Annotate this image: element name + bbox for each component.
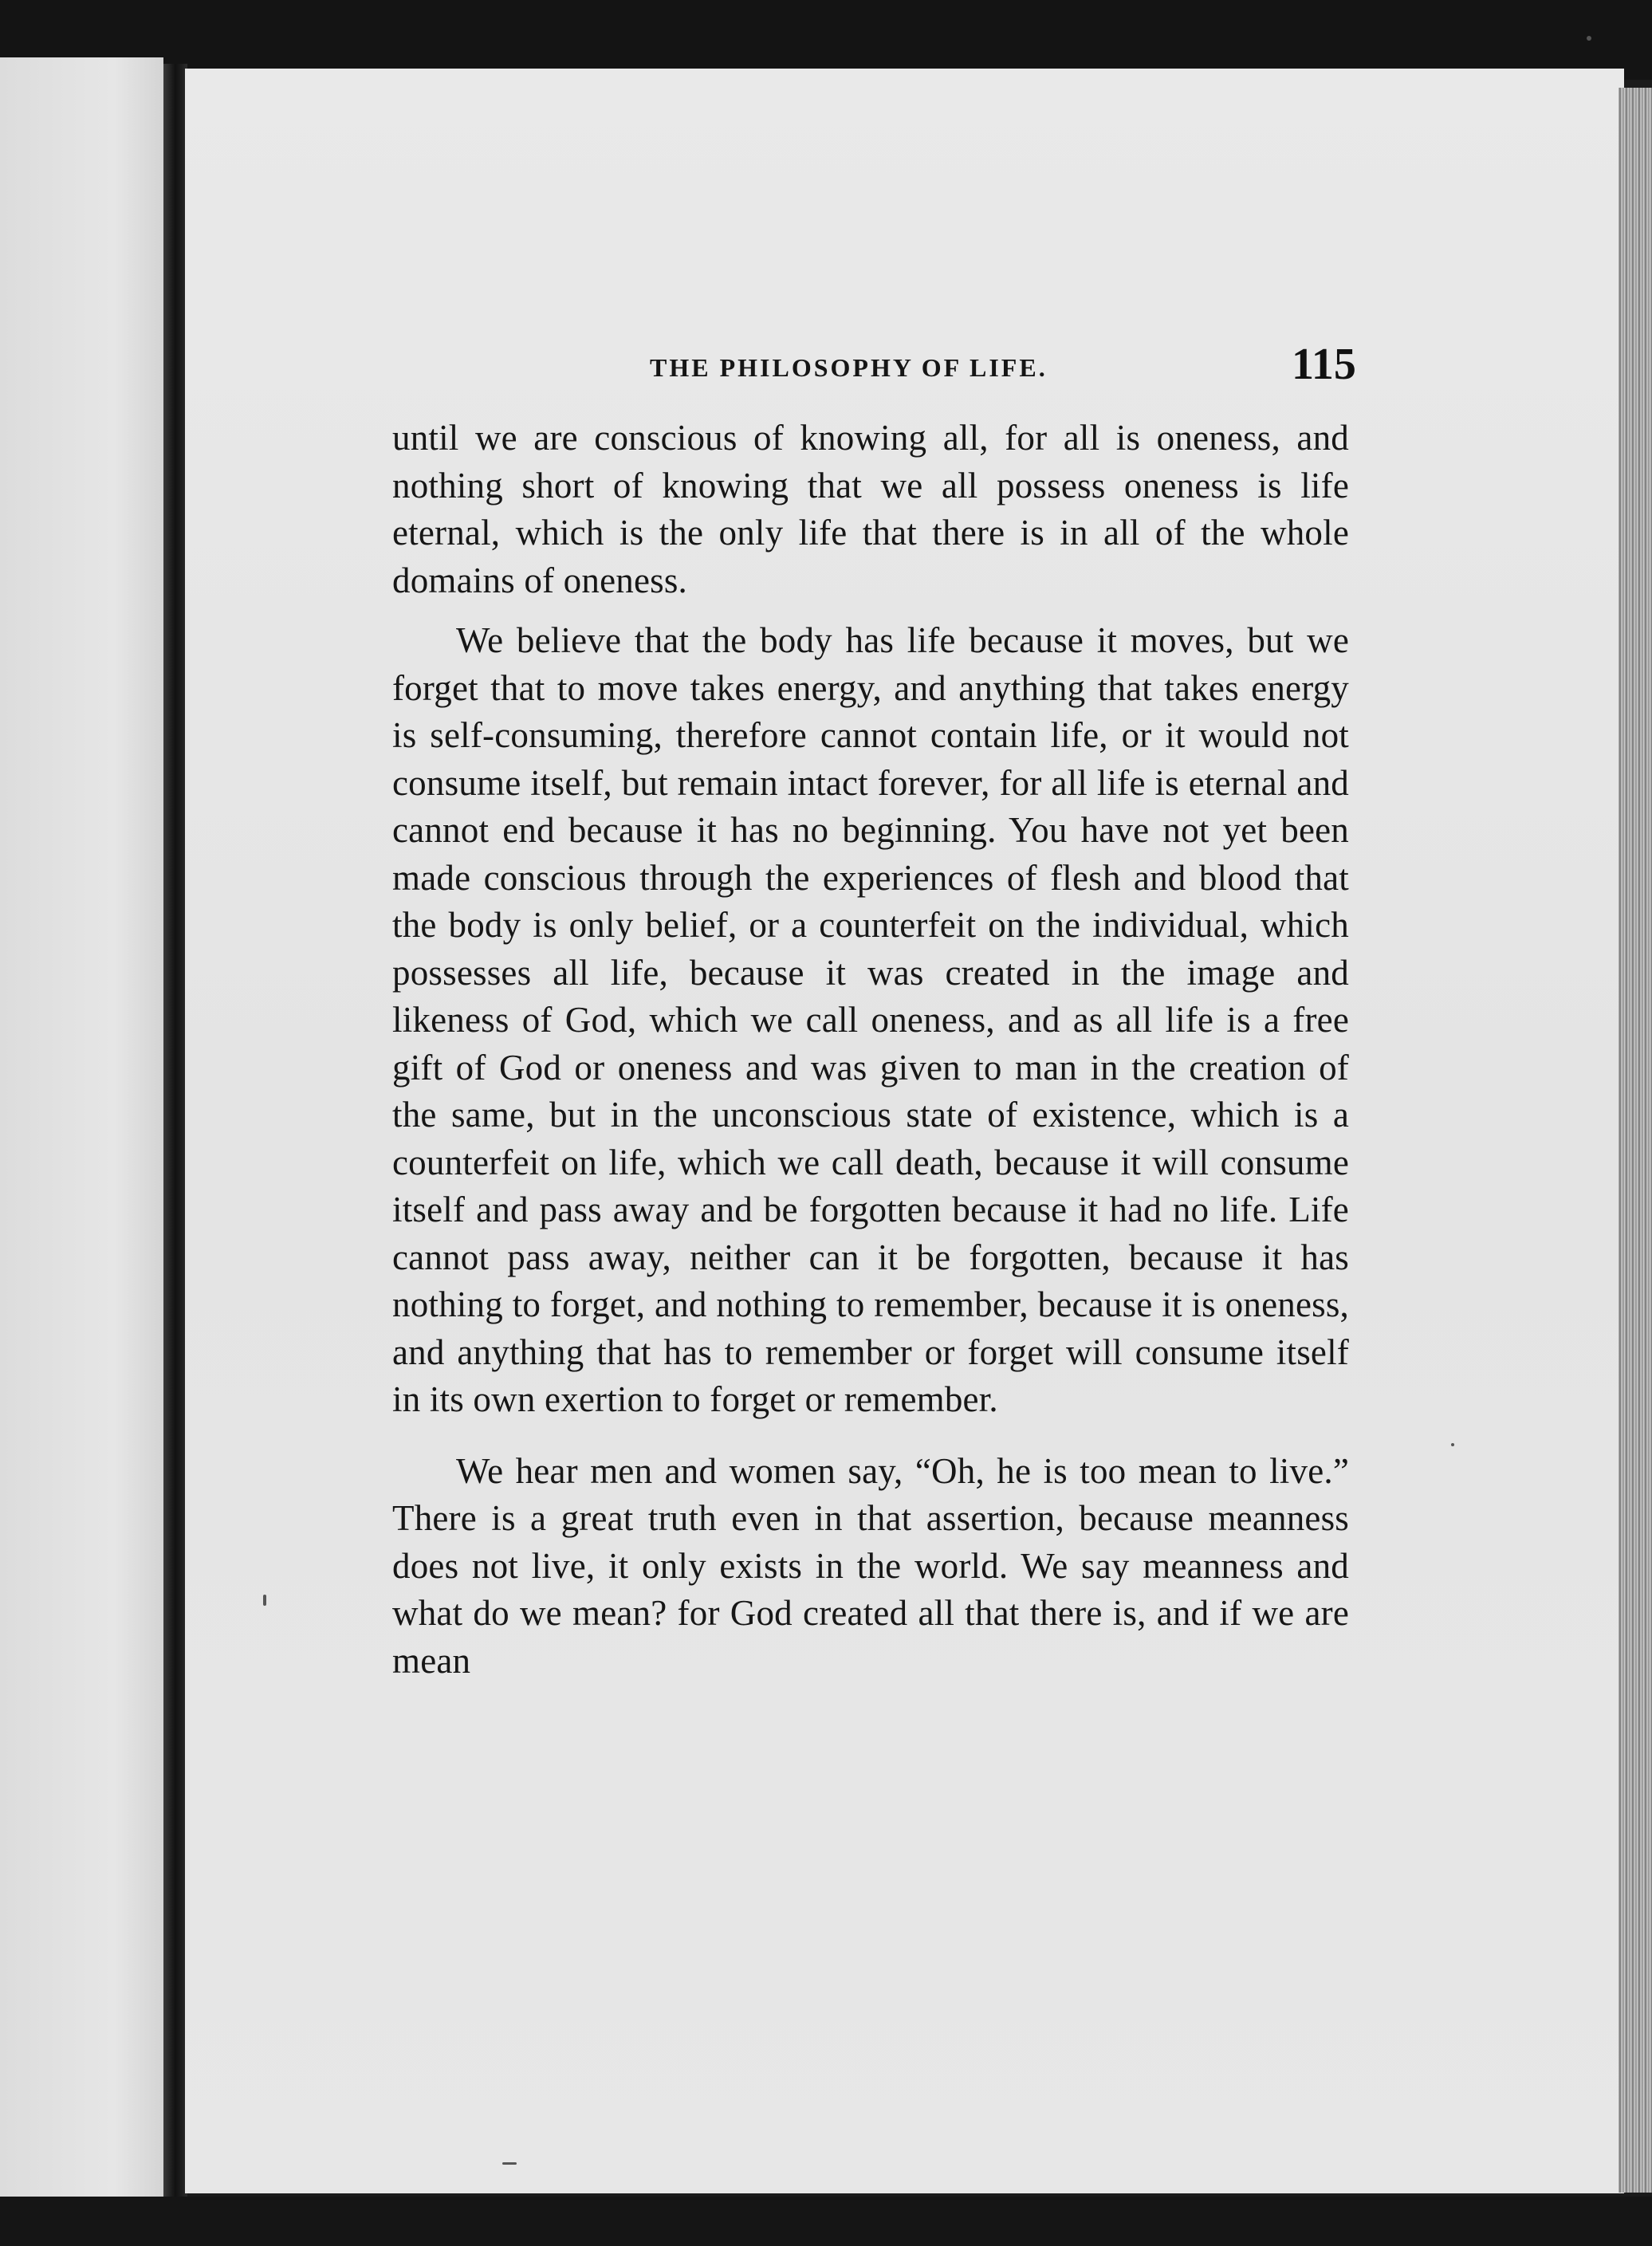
paragraph-1: until we are conscious of knowing all, for all is oneness, and nothing short of knowing that we all possess oneness is life eternal, which is the only life that there is in all of the whole domains of oneness. [392,418,1349,600]
paragraph-2: We believe that the body has life because it moves, but we forget that to move takes energy, and anything that takes energy is self-consuming, therefore cannot contain life, or it would not consume itself, but remain intact forever, for all life is eternal and cannot end because it has no beginning. You have not yet been made conscious through the experiences of flesh and blood that the body is only belief, or a counterfeit on the individual, which possesses all life, because it was created in the image and likeness of God, which we call oneness, and as all life is a free gift of God or oneness and was given to man in the creation of the same, but in the unconscious state of existence, which is a counterfeit on life, which we call death, because it will consume itself and pass away and be forgotten because it had no life. Life cannot pass away, neither can it be forgotten, because it has nothing to forget, and nothing to remember, because it is oneness, and anything that has to remember or forget will consume itself in its own exertion to forget or remember. [392,620,1349,1419]
scan-top-border [0,0,1652,80]
running-title: THE PHILOSOPHY OF LIFE. [650,353,1048,382]
paragraph-3: We hear men and women say, “Oh, he is too mean to live.” There is a great truth even in that assertion, because meanness does not live, it only exists in the world. We say meanness and what do we mean? for God created all that there is, and if we are mean [392,1450,1349,1681]
scan-bottom-border [0,2197,1652,2246]
scan-speck [502,2162,517,2165]
running-head [185,339,1624,403]
left-facing-page [0,57,163,2202]
scan-speck [1587,36,1591,41]
page-edges-right [1619,88,1652,2193]
body-text [392,415,1349,1685]
scan-speck [1451,1443,1454,1446]
book-gutter-shadow [163,64,187,2216]
page-number: 115 [1292,340,1356,389]
scan-speck [263,1595,266,1606]
